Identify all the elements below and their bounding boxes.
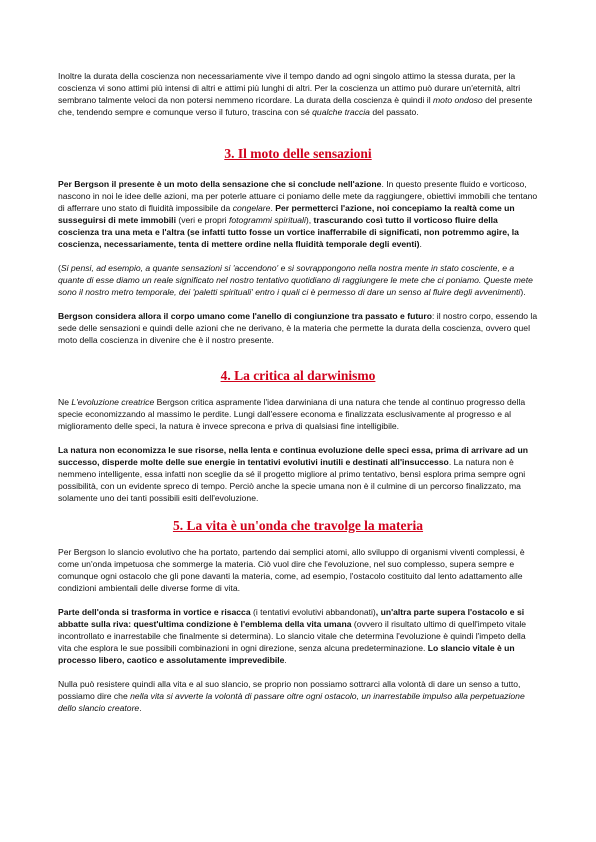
bold-run: Lo slancio vitale è un processo libero, caotico e assolutamente imprevedibile [58, 643, 515, 665]
bold-run: Parte dell'onda si trasforma in vortice e risacca [58, 607, 251, 617]
italic-run: L'evoluzione creatrice [71, 397, 155, 407]
text-run: Bergson critica aspramente l'idea darwiniana di una natura che tende al continuo progresso della specie economizzando al massimo le perdite. Lungi dall'essere economa e finalizzata esclusivamente al progresso e al miglioramento delle speci, la natura è invece sprecona e priva di qualsiasi fine intelligibile. [58, 397, 526, 431]
text-run: (i tentativi evolutivi abbandonati) [250, 607, 376, 617]
section-5-paragraph-2 [58, 606, 538, 666]
text-run: . [139, 703, 142, 713]
section-5-heading: 5. La vita è un'onda che travolge la materia [172, 518, 424, 533]
section-3-paragraph-3 [58, 310, 538, 346]
text-run: (veri e propri [175, 215, 229, 225]
text-run: . [284, 655, 287, 665]
text-run: del presente che, tendendo sempre e comunque verso il futuro, trascina con sé [58, 95, 533, 117]
text-run: . [270, 203, 276, 213]
section-5-paragraph-3 [58, 678, 538, 714]
document-page [58, 70, 538, 714]
text-run: : il nostro corpo, essendo la sede delle sensazioni e quindi delle azioni che ne derivano, è la materia che permette la durata della coscienza, ovvero quel moto della coscienza in divenire che è il nostro presente. [58, 311, 538, 345]
section-3-heading: 3. Il moto delle sensazioni [224, 146, 372, 161]
text-run: ), [305, 215, 314, 225]
bold-run: trascurando così tutto il vorticoso fluire della coscienza tra una meta e l'altra (se infatti tutto fosse un vortice inafferrabile di significati, non potremmo agire, la coscienza, necessariamente, tenta di mettere ordine nella fluidità temporale degli eventi) [58, 215, 519, 249]
italic-run: moto ondoso [433, 95, 483, 105]
text-run: . In questo presente fluido e vorticoso, nascono in noi le idee delle azioni, ma per poterle attuare ci poniamo delle mete da raggiungere, obiettivi immobili che tentano di afferrare uno stato di fluidità impossibile da [58, 179, 538, 213]
section-3-paragraph-2 [58, 262, 538, 298]
text-run: . [419, 239, 422, 249]
text-run: (ovvero il risultato ultimo di quell'impeto vitale incontrollato e inarrestabile che finalmente si determina). Lo slancio vitale che determina l'evoluzione è quindi l'impeto della vita che esplora le sue possibili combinazioni in ogni direzione, senza alcuna predeterminazione. [58, 619, 527, 653]
text-run: Per Bergson lo slancio evolutivo che ha portato, partendo dai semplici atomi, allo sviluppo di organismi viventi complessi, è come un'onda impetuosa che sommerge la materia. Ciò vuol dire che l'evoluzione, nel suo complesso, supera sempre e comunque ogni ostacolo che gli pone davanti la materia, come, ad esempio, l'ostacolo costituito dal lento adattamento alle condizioni ambientali delle diverse forme di vita. [58, 547, 525, 593]
section-3-paragraph-1 [58, 178, 538, 250]
text-run: ( [58, 263, 61, 273]
section-4-paragraph-2 [58, 444, 538, 504]
bold-run: Per permetterci l'azione, noi concepiamo la realtà come un susseguirsi di mete immobili [58, 203, 515, 225]
italic-run: Si pensi, ad esempio, a quante sensazioni si 'accendono' e si sovrappongono nella nostra mente in stato cosciente, e a quante di esse diamo un reale significato nel nostro tentativo quotidiano di raggiungere le mete che ci poniamo. Queste mete sono il nostro metro temporale, dei 'paletti spirituali' entro i quali ci è permesso di dare un senso al fluire degli avvenimenti [58, 263, 533, 297]
intro-paragraph [58, 70, 538, 118]
text-run: del passato. [369, 107, 419, 117]
text-run: Nulla può resistere quindi alla vita e al suo slancio, se proprio non possiamo sottrarci alla volontà di dare un senso a tutto, possiamo dire che [58, 679, 521, 701]
text-run: . La natura non è nemmeno intelligente, essa infatti non sceglie da sé il progetto migliore al primo tentativo, bensì esplora prima sempre ogni possibilità, con un evidente spreco di tempo. Perciò anche la specie umana non è il culmine di un percorso finalizzato, ma solamente uno dei tanti possibili esiti dell'evoluzione. [58, 457, 526, 503]
section-4-heading: 4. La critica al darwinismo [220, 368, 376, 383]
section-4-paragraph-1 [58, 396, 538, 432]
italic-run: nella vita si avverte la volontà di passare oltre ogni ostacolo, un inarrestabile impulso alla perpetuazione dello slancio creatore [58, 691, 525, 713]
bold-run: La natura non economizza le sue risorse, nella lenta e continua evoluzione delle speci essa, prima di arrivare ad un successo, disperde molte delle sue energie in tentativi evolutivi inutili e destinati all'insuccesso [58, 445, 528, 467]
bold-run: , un'altra parte supera l'ostacolo e si abbatte sulla riva: quest'ultima condizione è l'emblema della vita umana [58, 607, 525, 629]
italic-run: congelare [232, 203, 271, 213]
italic-run: fotogrammi spirituali [228, 215, 306, 225]
italic-run: qualche traccia [312, 107, 370, 117]
section-5-paragraph-1 [58, 546, 538, 594]
text-run: Inoltre la durata della coscienza non necessariamente vive il tempo dando ad ogni singolo attimo la stessa durata, per la coscienza vi sono attimi più intensi di altri e attimi più lunghi di altri. Per la coscienza un attimo può durare un'eternità, altri sembrano talmente veloci da non potersi nemmeno ricordare. La durata della coscienza è quindi il [58, 71, 521, 105]
text-run: Ne [58, 397, 72, 407]
bold-run: Bergson considera allora il corpo umano come l'anello di congiunzione tra passato e futuro [58, 311, 433, 321]
text-run: ). [520, 287, 526, 297]
bold-run: Per Bergson il presente è un moto della sensazione che si conclude nell'azione [58, 179, 382, 189]
